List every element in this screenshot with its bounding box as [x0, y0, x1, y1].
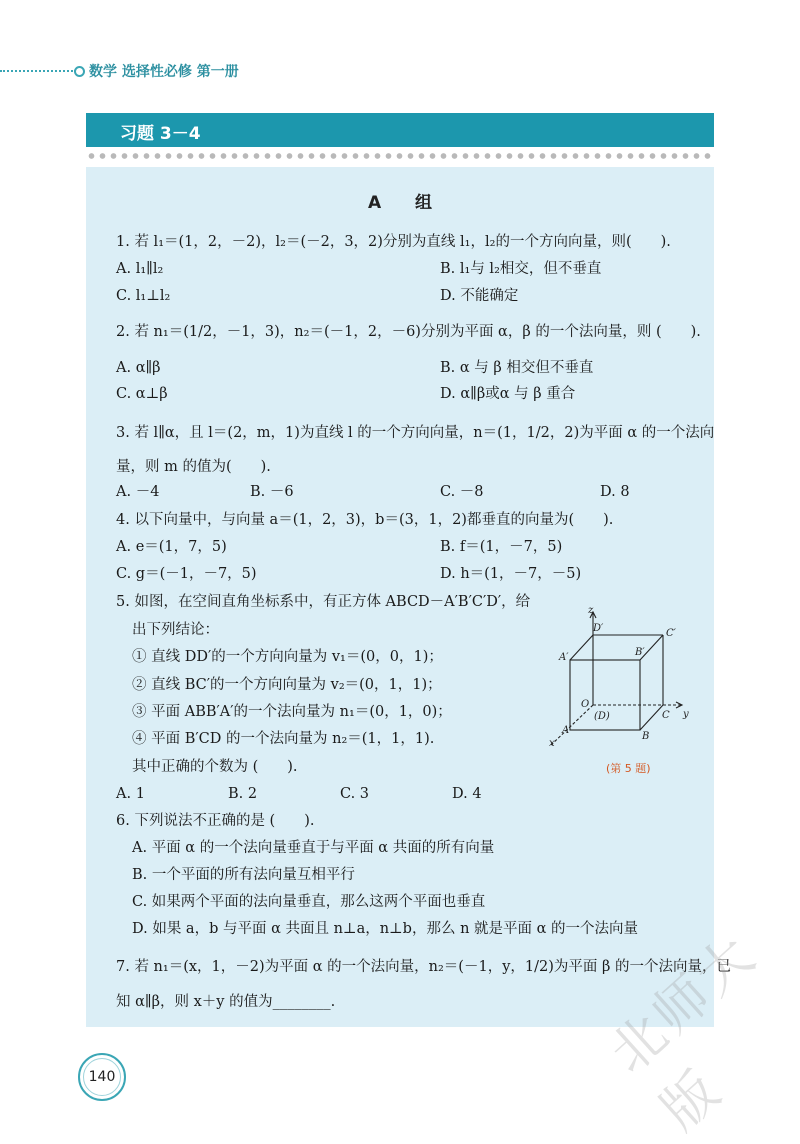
question-4-option-c: C. g＝(－1，－7，5) — [116, 566, 257, 582]
label-b-prime: B′ — [635, 647, 645, 658]
question-2-option-b: B. α 与 β 相交但不垂直 — [440, 360, 594, 376]
question-2: 2. 若 n₁＝(1/2，－1，3)，n₂＝(－1，2，－6)分别为平面 α，β 的一个法向量，则 ( ). — [116, 324, 701, 340]
question-2-option-c: C. α⊥β — [116, 386, 168, 402]
question-5-prompt: 其中正确的个数为 ( ). — [132, 759, 298, 775]
question-1-option-b: B. l₁与 l₂相交，但不垂直 — [440, 261, 602, 277]
question-6-option-c: C. 如果两个平面的法向量垂直，那么这两个平面也垂直 — [132, 894, 486, 910]
label-x: x — [549, 738, 555, 749]
cube-edge-b-c — [640, 705, 663, 730]
page-number: 140 — [78, 1053, 126, 1101]
question-3: 3. 若 l∥α，且 l＝(2，m，1)为直线 l 的一个方向向量，n＝(1，1/2，2)为平面 α 的一个法向 — [116, 425, 715, 441]
book-title: 数学 选择性必修 第一册 — [89, 64, 239, 80]
question-4-option-a: A. e＝(1，7，5) — [116, 539, 227, 555]
exercise-title: 习题 3－4 — [120, 124, 201, 144]
label-o: O — [581, 699, 590, 710]
question-4-option-d: D. h＝(1，－7，－5) — [440, 566, 582, 582]
question-5-statement-4: ④ 平面 B′CD 的一个法向量为 n₂＝(1，1，1). — [132, 731, 435, 747]
question-6-option-d: D. 如果 a，b 与平面 α 共面且 n⊥a，n⊥b，那么 n 就是平面 α 的一个法向量 — [132, 921, 639, 937]
label-a-prime: A′ — [559, 652, 569, 663]
publisher-watermark: 北师大版 — [597, 921, 769, 1143]
question-4: 4. 以下向量中，与向量 a＝(1，2，3)，b＝(3，1，2)都垂直的向量为( ). — [116, 512, 614, 528]
label-d-prime: D′ — [593, 623, 604, 634]
question-5: 5. 如图，在空间直角坐标系中，有正方体 ABCD－A′B′C′D′，给 — [116, 594, 531, 610]
figure-caption: (第 5 题) — [606, 762, 651, 775]
header-decoration-line — [0, 70, 76, 72]
question-5-statement-1: ① 直线 DD′的一个方向向量为 v₁＝(0，0，1)； — [132, 649, 443, 665]
label-y: y — [683, 709, 689, 720]
question-7: 7. 若 n₁＝(x，1，－2)为平面 α 的一个法向量，n₂＝(－1，y，1/2)为平面 β 的一个法向量，已 — [116, 959, 731, 975]
question-2-option-d: D. α∥β或α 与 β 重合 — [440, 386, 576, 402]
label-c-prime: C′ — [666, 628, 676, 639]
question-6-option-b: B. 一个平面的所有法向量互相平行 — [132, 867, 355, 883]
question-4-option-b: B. f＝(1，－7，5) — [440, 539, 563, 555]
x-axis — [551, 705, 593, 745]
question-5-statement-3: ③ 平面 ABB′A′的一个法向量为 n₁＝(0，1，0)； — [132, 704, 452, 720]
question-5-option-c: C. 3 — [340, 786, 370, 802]
group-title: A 组 — [367, 193, 447, 213]
question-3-option-c: C. －8 — [440, 484, 484, 500]
header-decoration-dot — [74, 66, 85, 77]
question-2-option-a: A. α∥β — [116, 360, 161, 376]
question-5-option-b: B. 2 — [228, 786, 258, 802]
label-c: C — [662, 710, 670, 721]
question-7-continued: 知 α∥β，则 x＋y 的值为________. — [116, 994, 336, 1010]
label-z: z — [588, 605, 594, 616]
cube-figure — [545, 605, 695, 755]
question-1-option-c: C. l₁⊥l₂ — [116, 288, 171, 304]
question-6-option-a: A. 平面 α 的一个法向量垂直于与平面 α 共面的所有向量 — [132, 840, 495, 856]
question-3-option-b: B. －6 — [250, 484, 294, 500]
question-1: 1. 若 l₁＝(1，2，－2)，l₂＝(－2，3，2)分别为直线 l₁，l₂的一个方向向量，则( ). — [116, 234, 671, 250]
label-b: B — [642, 731, 650, 742]
question-5-option-a: A. 1 — [116, 786, 145, 802]
label-a: A — [562, 725, 570, 736]
question-5-continued: 出下列结论： — [132, 622, 219, 638]
cube-edge-a-prime-d-prime — [570, 635, 593, 660]
question-5-option-d: D. 4 — [452, 786, 482, 802]
question-1-option-d: D. 不能确定 — [440, 288, 519, 304]
question-3-option-d: D. 8 — [600, 484, 630, 500]
question-3-continued: 量，则 m 的值为( ). — [116, 459, 271, 475]
question-1-option-a: A. l₁∥l₂ — [116, 261, 164, 277]
question-3-option-a: A. －4 — [116, 484, 160, 500]
label-d: (D) — [594, 711, 610, 722]
question-5-statement-2: ② 直线 BC′的一个方向向量为 v₂＝(0，1，1)； — [132, 677, 442, 693]
dotted-divider — [86, 152, 714, 160]
question-6: 6. 下列说法不正确的是 ( ). — [116, 813, 315, 829]
